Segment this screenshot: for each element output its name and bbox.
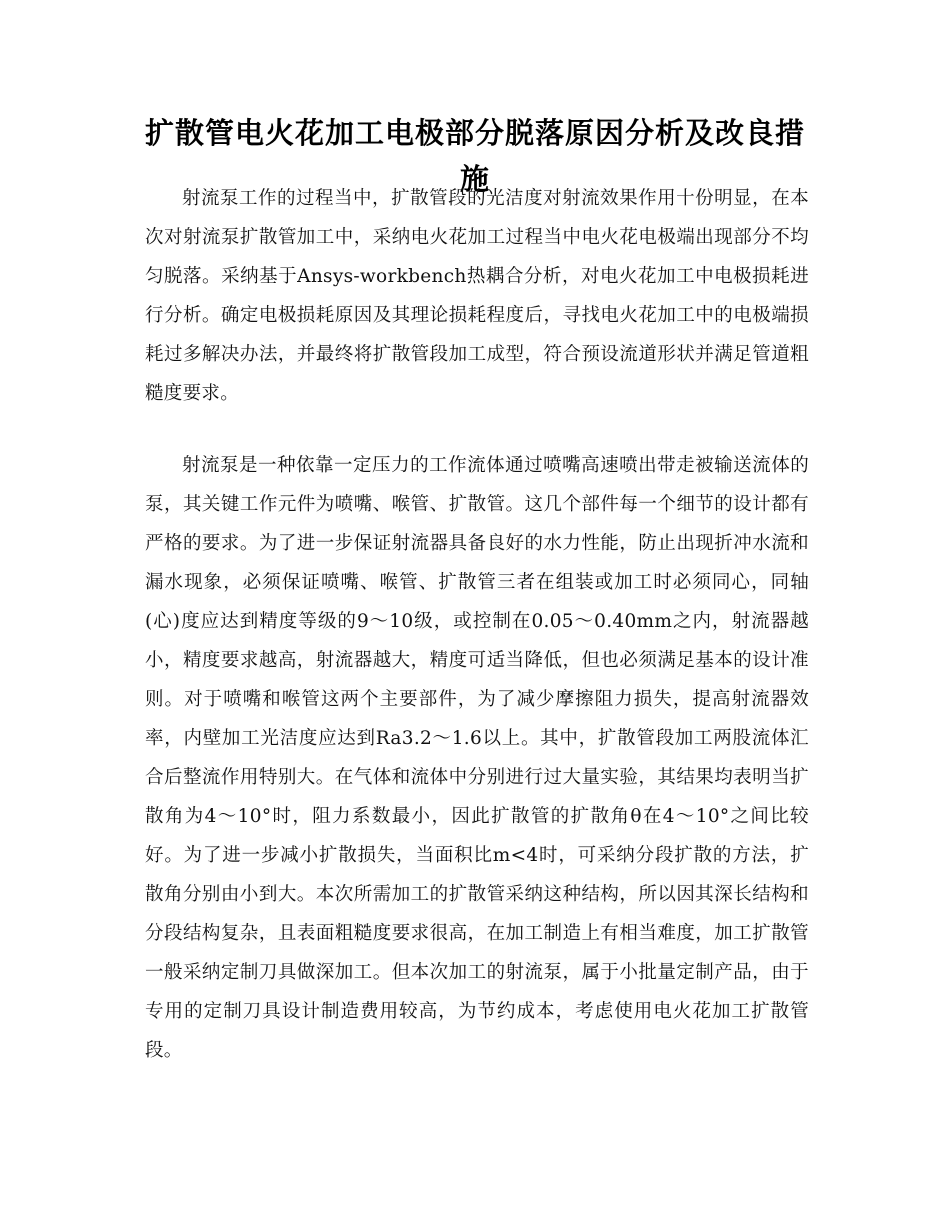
paragraph-body: 射流泵是一种依靠一定压力的工作流体通过喷嘴高速喷出带走被输送流体的泵，其关键工作元件为喷嘴、喉管、扩散管。这几个部件每一个细节的设计都有严格的要求。为了进一步保证射流器具备良好的水力性能，防止出现折冲水流和漏水现象，必须保证喷嘴、喉管、扩散管三者在组装或加工时必须同心，同轴(心)度应达到精度等级的9～10级，或控制在0.05～0.40mm之内，射流器越小，精度要求越高，射流器越大，精度可适当降低，但也必须满足基本的设计准则。对于喷嘴和喉管这两个主要部件，为了减少摩擦阻力损失，提高射流器效率，内壁加工光洁度应达到Ra3.2～1.6以上。其中，扩散管段加工两股流体汇合后整流作用特别大。在气体和流体中分别进行过大量实验，其结果均表明当扩散角为4～10°时，阻力系数最小，因此扩散管的扩散角θ在4～10°之间比较好。为了进一步减小扩散损失，当面积比m<4时，可采纳分段扩散的方法，扩散角分别由小到大。本次所需加工的扩散管采纳这种结构，所以因其深长结构和分段结构复杂，且表面粗糙度要求很高，在加工制造上有相当难度，加工扩散管一般采纳定制刀具做深加工。但本次加工的射流泵，属于小批量定制产品，由于专用的定制刀具设计制造费用较高，为节约成本，考虑使用电火花加工扩散管段。 [145,455,809,1061]
paragraph-abstract: 射流泵工作的过程当中，扩散管段的光洁度对射流效果作用十份明显，在本次对射流泵扩散管加工中，采纳电火花加工过程当中电火花电极端出现部分不均匀脱落。采纳基于Ansys-workbench热耦合分析，对电火花加工中电极损耗进行分析。确定电极损耗原因及其理论损耗程度后，寻找电火花加工中的电极端损耗过多解决办法，并最终将扩散管段加工成型，符合预设流道形状并满足管道粗糙度要求。 [145,188,809,404]
document-title: 扩散管电火花加工电极部分脱落原因分析及改良措施 [144,116,805,196]
